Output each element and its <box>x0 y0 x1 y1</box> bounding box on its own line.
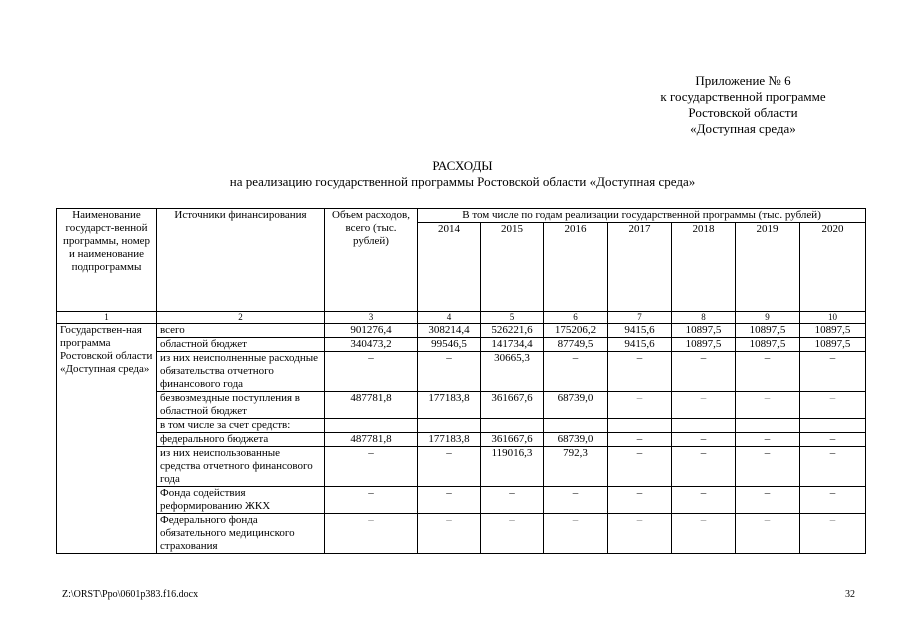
table-row <box>57 514 866 554</box>
source-cell: федерального бюджета <box>157 433 325 447</box>
year-cell: – <box>672 447 736 487</box>
total-cell: 340473,2 <box>325 338 418 352</box>
year-cell: 177183,8 <box>418 433 481 447</box>
header-years-group: В том числе по годам реализации государственной программы (тыс. рублей) <box>418 209 866 223</box>
year-cell: – <box>736 447 800 487</box>
title-sub: на реализацию государственной программы Ростовской области «Доступная среда» <box>229 174 696 189</box>
year-cell: – <box>481 487 544 514</box>
source-cell: из них неисполненные расходные обязательства отчетного финансового года <box>157 352 325 392</box>
year-cell: – <box>608 487 672 514</box>
year-cell: – <box>800 392 866 419</box>
header-year: 2017 <box>608 223 672 312</box>
total-cell: – <box>325 447 418 487</box>
year-cell: – <box>672 514 736 554</box>
column-number: 2 <box>157 312 325 324</box>
year-cell: – <box>418 352 481 392</box>
year-cell: 526221,6 <box>481 324 544 338</box>
table-row <box>57 433 866 447</box>
year-cell: – <box>800 433 866 447</box>
year-cell: – <box>608 447 672 487</box>
column-number: 10 <box>800 312 866 324</box>
year-cell: – <box>800 447 866 487</box>
total-cell: 487781,8 <box>325 433 418 447</box>
year-cell: 119016,3 <box>481 447 544 487</box>
year-cell: 175206,2 <box>544 324 608 338</box>
year-cell: – <box>544 514 608 554</box>
title-main: РАСХОДЫ <box>432 158 493 173</box>
total-cell: 487781,8 <box>325 392 418 419</box>
year-cell: – <box>608 392 672 419</box>
year-cell: 68739,0 <box>544 433 608 447</box>
table-row <box>57 338 866 352</box>
header-year: 2014 <box>418 223 481 312</box>
expenses-table <box>56 208 866 554</box>
year-cell: – <box>608 433 672 447</box>
table-row <box>57 324 866 338</box>
year-cell: 177183,8 <box>418 392 481 419</box>
header-year: 2018 <box>672 223 736 312</box>
total-cell: – <box>325 487 418 514</box>
source-cell: областной бюджет <box>157 338 325 352</box>
table-row <box>57 487 866 514</box>
table-row <box>57 352 866 392</box>
year-cell: 9415,6 <box>608 324 672 338</box>
file-path: Z:\ORST\Ppo\0601p383.f16.docx <box>62 589 199 600</box>
table-row <box>57 392 866 419</box>
table-row <box>57 419 866 433</box>
year-cell: – <box>608 352 672 392</box>
appendix-line-4: «Доступная среда» <box>690 121 796 136</box>
source-cell: всего <box>157 324 325 338</box>
year-cell: – <box>418 514 481 554</box>
source-cell: в том числе за счет средств: <box>157 419 325 433</box>
year-cell: – <box>672 352 736 392</box>
year-cell <box>481 419 544 433</box>
total-cell: – <box>325 352 418 392</box>
total-cell: 901276,4 <box>325 324 418 338</box>
year-cell: 10897,5 <box>736 324 800 338</box>
column-number: 8 <box>672 312 736 324</box>
appendix-header <box>620 73 866 137</box>
year-cell: 10897,5 <box>672 324 736 338</box>
header-total: Объем расходов, всего (тыс. рублей) <box>325 209 418 312</box>
year-cell: 99546,5 <box>418 338 481 352</box>
total-cell: – <box>325 514 418 554</box>
year-cell: – <box>544 352 608 392</box>
year-cell: 30665,3 <box>481 352 544 392</box>
year-cell: 10897,5 <box>672 338 736 352</box>
year-cell <box>672 419 736 433</box>
header-year: 2019 <box>736 223 800 312</box>
year-cell: – <box>481 514 544 554</box>
year-cell: 10897,5 <box>736 338 800 352</box>
column-number: 7 <box>608 312 672 324</box>
column-number: 5 <box>481 312 544 324</box>
page-number: 32 <box>845 589 855 600</box>
column-number: 1 <box>57 312 157 324</box>
year-cell <box>608 419 672 433</box>
year-cell <box>418 419 481 433</box>
year-cell: – <box>736 514 800 554</box>
source-cell: Фонда содействия реформированию ЖКХ <box>157 487 325 514</box>
source-cell: безвозмездные поступления в областной бюджет <box>157 392 325 419</box>
year-cell: – <box>608 514 672 554</box>
header-year: 2015 <box>481 223 544 312</box>
year-cell: – <box>672 487 736 514</box>
year-cell: 141734,4 <box>481 338 544 352</box>
header-year: 2020 <box>800 223 866 312</box>
year-cell: – <box>800 487 866 514</box>
year-cell: 87749,5 <box>544 338 608 352</box>
source-cell: Федерального фонда обязательного медицинского страхования <box>157 514 325 554</box>
appendix-line-2: к государственной программе <box>660 89 826 104</box>
year-cell: 9415,6 <box>608 338 672 352</box>
year-cell: – <box>418 447 481 487</box>
year-cell: – <box>736 352 800 392</box>
year-cell: – <box>418 487 481 514</box>
column-number: 3 <box>325 312 418 324</box>
header-sources: Источники финансирования <box>157 209 325 312</box>
document-title <box>60 158 865 190</box>
year-cell: – <box>672 433 736 447</box>
year-cell: 361667,6 <box>481 433 544 447</box>
column-number-row <box>57 312 866 324</box>
year-cell: – <box>736 433 800 447</box>
column-number: 4 <box>418 312 481 324</box>
column-number: 6 <box>544 312 608 324</box>
year-cell: – <box>736 392 800 419</box>
year-cell: 68739,0 <box>544 392 608 419</box>
year-cell: – <box>800 352 866 392</box>
year-cell <box>800 419 866 433</box>
source-cell: из них неиспользованные средства отчетного финансового года <box>157 447 325 487</box>
header-program-name: Наименование государст-венной программы, номер и наименование подпрограммы <box>57 209 157 312</box>
year-cell: 10897,5 <box>800 338 866 352</box>
header-year: 2016 <box>544 223 608 312</box>
year-cell <box>544 419 608 433</box>
appendix-line-3: Ростовской области <box>688 105 798 120</box>
program-name-cell: Государствен-ная программа Ростовской области «Доступная среда» <box>57 324 157 554</box>
appendix-line-1: Приложение № 6 <box>695 73 791 88</box>
year-cell: – <box>736 487 800 514</box>
column-number: 9 <box>736 312 800 324</box>
year-cell: – <box>672 392 736 419</box>
table-row <box>57 447 866 487</box>
year-cell: – <box>800 514 866 554</box>
year-cell: 10897,5 <box>800 324 866 338</box>
year-cell: 361667,6 <box>481 392 544 419</box>
year-cell: – <box>544 487 608 514</box>
total-cell <box>325 419 418 433</box>
year-cell <box>736 419 800 433</box>
year-cell: 308214,4 <box>418 324 481 338</box>
year-cell: 792,3 <box>544 447 608 487</box>
header-row-1 <box>57 209 866 223</box>
